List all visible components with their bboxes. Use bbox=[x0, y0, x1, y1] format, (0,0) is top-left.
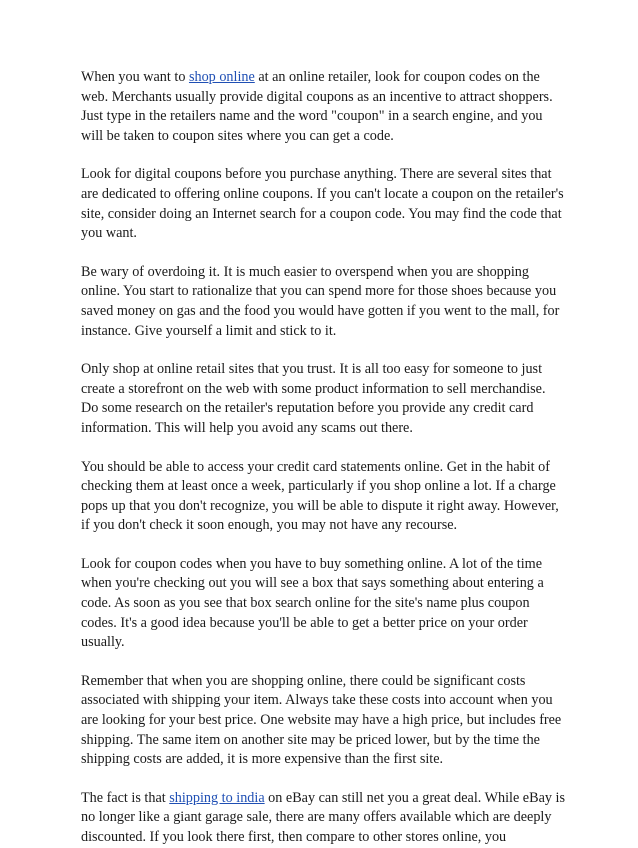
shipping-to-india-link[interactable]: shipping to india bbox=[169, 789, 265, 806]
paragraph-text: at an online retailer, look for coupon codes on the web. Merchants usually provide digital coupons as an incentive to attract shoppers. Just type in the retailers name and the word "coupon" in a search engine, and you will be taken to coupon sites where you can get a code. bbox=[81, 69, 553, 144]
paragraph-trusted-sites: Only shop at online retail sites that you trust. It is all too easy for someone to just create a storefront on the web with some product information to sell merchandise. Do some research on the retailer's reputation before you provide any credit card information. This will help you avoid any scams out there. bbox=[81, 361, 546, 436]
paragraph-text: on eBay can still net you a great deal. While eBay is no longer like a giant garage sale, there are many offers available which are deeply discounted. If you look there first, then compare to other stores online, you bbox=[81, 789, 565, 845]
paragraph-text: When you want to bbox=[81, 69, 189, 85]
shop-online-link[interactable]: shop online bbox=[188, 69, 255, 85]
paragraph-ebay-shipping bbox=[81, 789, 566, 848]
paragraph-text: The fact is that bbox=[81, 789, 170, 806]
paragraph-coupon-codes: Look for coupon codes when you have to buy something online. A lot of the time when you're checking out you will see a box that says something about entering a code. As soon as you see that box search online for the site's name plus coupon codes. It's a good idea because you'll be able to get a better price on your order usually. bbox=[81, 555, 544, 651]
paragraph-overspending: Be wary of overdoing it. It is much easier to overspend when you are shopping online. You start to rationalize that you can spend more for those shoes because you saved money on gas and the food you would have gotten if you went to the mall, for instance. Give yourself a limit and stick to it. bbox=[81, 263, 560, 339]
paragraph-shipping-costs: Remember that when you are shopping online, there could be significant costs associated with shipping your item. Always take these costs into account when you are looking for your best price. One website may have a high price, but includes free shipping. The same item on another site may be priced lower, but by the time the shipping costs are added, it is more expensive than the first site. bbox=[81, 672, 562, 768]
paragraph-digital-coupons: Look for digital coupons before you purchase anything. There are several sites that are dedicated to offering online coupons. If you can't locate a coupon on the retailer's site, consider doing an Internet search for a coupon code. You may find the code that you want. bbox=[81, 166, 564, 242]
paragraph-shop-online bbox=[81, 68, 566, 146]
paragraph-credit-card-statements: You should be able to access your credit card statements online. Get in the habit of checking them at least once a week, particularly if you shop online a lot. If a charge pops up that you don't recognize, you will be able to dispute it right away. However, if you don't check it soon enough, you may not have any recourse. bbox=[81, 458, 559, 534]
